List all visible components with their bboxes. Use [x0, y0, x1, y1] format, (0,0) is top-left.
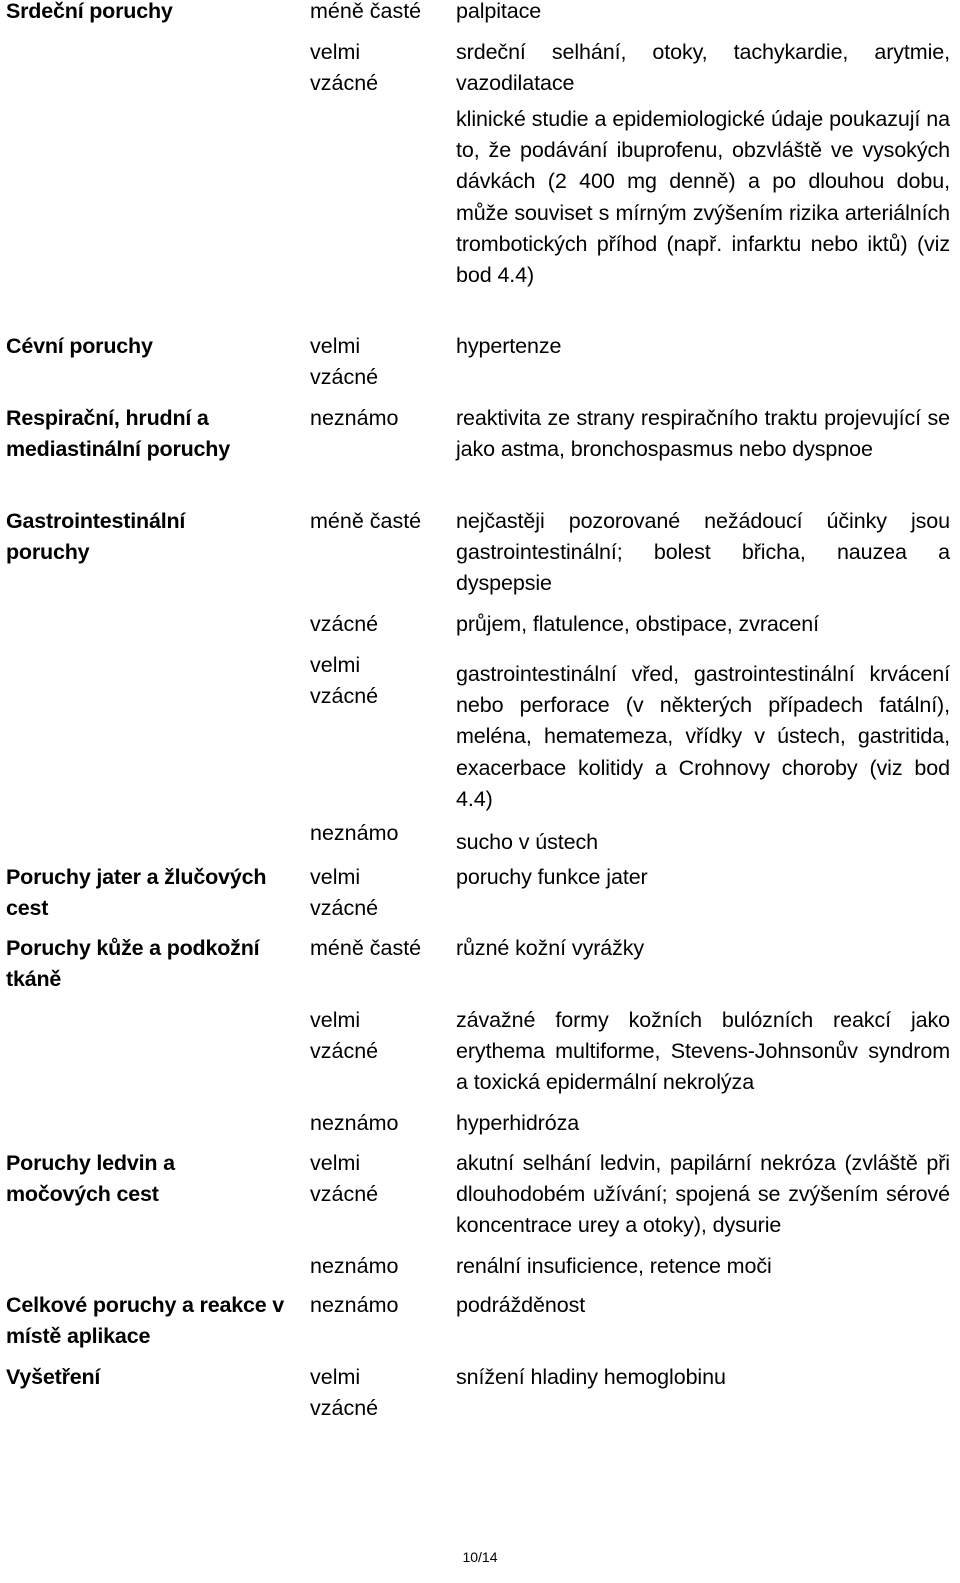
effect-text: průjem, flatulence, obstipace, zvracení [456, 612, 819, 636]
frequency-label: velmi vzácné [310, 653, 379, 708]
effect-text: reaktivita ze strany respiračního traktu projevující se jako astma, bronchospasmus nebo dyspnoe [456, 406, 950, 462]
frequency-label: neznámo [310, 1111, 399, 1135]
frequency-label: méně časté [310, 936, 422, 960]
effect-text: závažné formy kožních bulózních reakcí jako erythema multiforme, Stevens-Johnsonův syndrom a toxická epidermální nekrolýza [456, 1008, 950, 1095]
effect-text: různé kožní vyrážky [456, 936, 645, 960]
effect-text: srdeční selhání, otoky, tachykardie, arytmie, vazodilatace [456, 40, 950, 96]
organ-class-label: Cévní poruchy [6, 334, 153, 358]
organ-class-label: Respirační, hrudní a mediastinální poruchy [6, 406, 230, 461]
frequency-label: velmi vzácné [310, 1365, 379, 1420]
effect-text: sucho v ústech [456, 830, 599, 854]
effect-text: hyperhidróza [456, 1111, 580, 1135]
organ-class-label: Poruchy kůže a podkožní tkáně [6, 936, 260, 991]
frequency-label: velmi vzácné [310, 1151, 379, 1206]
organ-class-label: Poruchy jater a žlučových cest [6, 865, 267, 920]
effect-text: palpitace [456, 0, 542, 23]
effect-text: nejčastěji pozorované nežádoucí účinky jsou gastrointestinální; bolest břicha, nauzea a dyspepsie [456, 509, 950, 596]
effect-text: gastrointestinální vřed, gastrointestinální krvácení nebo perforace (v některých případech fatální), meléna, hematemeza, vřídky v ústech, gastritida, exacerbace kolitidy a Crohnovy choroby (viz bod 4.4) [456, 662, 950, 811]
frequency-label: méně časté [310, 509, 422, 533]
effect-text: renální insuficience, retence moči [456, 1254, 772, 1278]
effect-text: poruchy funkce jater [456, 865, 648, 889]
organ-class-label: Srdeční poruchy [6, 0, 173, 23]
effect-text: snížení hladiny hemoglobinu [456, 1365, 726, 1389]
effect-text: hypertenze [456, 334, 562, 358]
frequency-label: neznámo [310, 406, 399, 430]
frequency-label: velmi vzácné [310, 334, 379, 389]
organ-class-label: Celkové poruchy a reakce v místě aplikace [6, 1293, 285, 1348]
page-number: 10/14 [462, 1549, 498, 1565]
frequency-label: neznámo [310, 821, 399, 845]
organ-class-label: Vyšetření [6, 1365, 101, 1389]
frequency-label: neznámo [310, 1254, 399, 1278]
frequency-label: méně časté [310, 0, 422, 23]
frequency-label: velmi vzácné [310, 1008, 379, 1063]
effect-text: akutní selhání ledvin, papilární nekróza (zvláště při dlouhodobém užívání; spojená se zvýšením sérové koncentrace urey a otoky), dysurie [456, 1151, 950, 1238]
frequency-label: vzácné [310, 612, 379, 636]
frequency-label: neznámo [310, 1293, 399, 1317]
organ-class-label: Gastrointestinální poruchy [6, 509, 186, 564]
effect-text: klinické studie a epidemiologické údaje poukazují na to, že podávání ibuprofenu, obzvláště ve vysokých dávkách (2 400 mg denně) a po dlouhou dobu, může souviset s mírným zvýšením rizika arteriálních trombotických příhod (např. infarktu nebo iktů) (viz bod 4.4) [456, 107, 950, 288]
frequency-label: velmi vzácné [310, 865, 379, 920]
organ-class-label: Poruchy ledvin a močových cest [6, 1151, 175, 1206]
frequency-label: velmi vzácné [310, 40, 379, 95]
effect-text: podrážděnost [456, 1293, 586, 1317]
